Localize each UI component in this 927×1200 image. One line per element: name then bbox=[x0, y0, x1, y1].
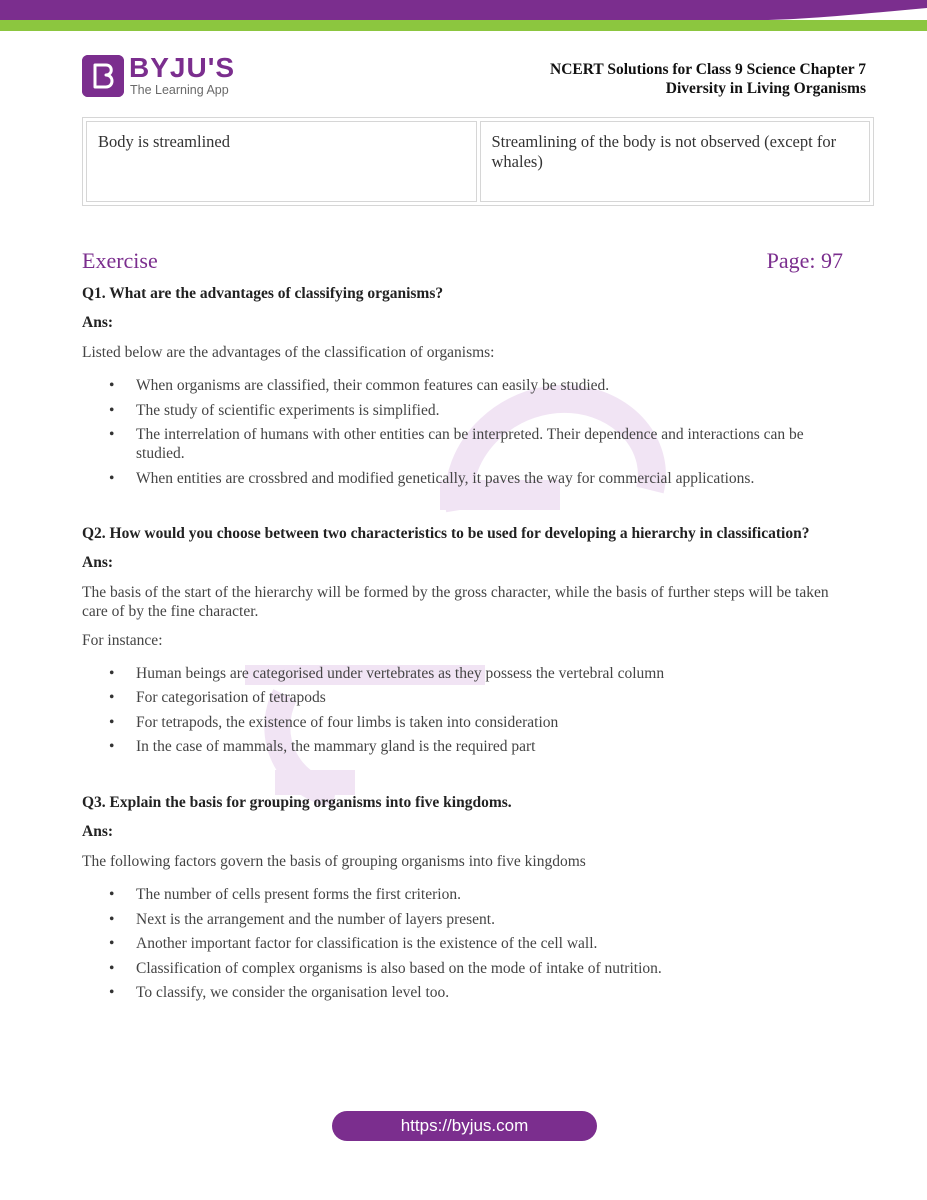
answer-intro: Listed below are the advantages of the classification of organisms: bbox=[82, 344, 495, 361]
answer-label: Ans: bbox=[82, 823, 114, 840]
logo-tagline: The Learning App bbox=[130, 83, 229, 97]
question-2 bbox=[82, 524, 852, 757]
question-1 bbox=[82, 284, 852, 488]
header-line-2: Diversity in Living Organisms bbox=[665, 80, 866, 97]
list-item: • The study of scientific experiments is simplified. bbox=[82, 401, 852, 420]
answer-paragraph: For instance: bbox=[82, 631, 163, 649]
list-item: • When entities are crossbred and modified genetically, it paves the way for commercial applications. bbox=[82, 469, 852, 488]
list-item: • In the case of mammals, the mammary gland is the required part bbox=[82, 737, 852, 756]
table-cell-left: Body is streamlined bbox=[86, 121, 477, 202]
list-item: • When organisms are classified, their common features can easily be studied. bbox=[82, 376, 852, 395]
list-item: • Classification of complex organisms is also based on the mode of intake of nutrition. bbox=[82, 959, 852, 978]
list-item: • Human beings are categorised under vertebrates as they possess the vertebral column bbox=[82, 664, 852, 683]
exercise-page-number: Page: 97 bbox=[766, 248, 843, 273]
logo-wordmark: BYJU'S bbox=[129, 52, 236, 83]
answer-label: Ans: bbox=[82, 314, 114, 331]
answer-intro: The following factors govern the basis of grouping organisms into five kingdoms bbox=[82, 853, 586, 870]
list-item: • The number of cells present forms the first criterion. bbox=[82, 885, 852, 904]
list-item: • Next is the arrangement and the number of layers present. bbox=[82, 910, 852, 929]
document-header bbox=[550, 60, 866, 98]
logo-mark-icon bbox=[82, 55, 124, 97]
top-decorative-band bbox=[0, 0, 927, 34]
answer-label: Ans: bbox=[82, 553, 114, 571]
list-item: • To classify, we consider the organisation level too. bbox=[82, 983, 852, 1002]
table-cell-right: Streamlining of the body is not observed (except for whales) bbox=[480, 121, 871, 202]
question-2-text: Q2. How would you choose between two characteristics to be used for developing a hierarchy in classification? bbox=[82, 524, 810, 542]
bullet-list bbox=[82, 664, 852, 757]
bullet-list bbox=[82, 376, 852, 488]
list-item: • For tetrapods, the existence of four limbs is taken into consideration bbox=[82, 713, 852, 732]
list-item: • For categorisation of tetrapods bbox=[82, 688, 852, 707]
page-content bbox=[82, 284, 852, 1008]
comparison-table bbox=[82, 117, 874, 206]
question-3-text: Q3. Explain the basis for grouping organisms into five kingdoms. bbox=[82, 794, 512, 811]
answer-paragraph: The basis of the start of the hierarchy will be formed by the gross character, while the basis of further steps will be taken care of by the fine character. bbox=[82, 583, 829, 620]
byjus-logo bbox=[82, 53, 242, 101]
question-3 bbox=[82, 793, 852, 1002]
footer-url-link[interactable]: https://byjus.com bbox=[332, 1111, 597, 1141]
exercise-title: Exercise bbox=[82, 248, 158, 273]
list-item: • The interrelation of humans with other entities can be interpreted. Their dependence and interactions can be studied. bbox=[82, 425, 852, 463]
header-line-1: NCERT Solutions for Class 9 Science Chapter 7 bbox=[550, 61, 866, 78]
bullet-list bbox=[82, 885, 852, 1002]
question-1-text: Q1. What are the advantages of classifying organisms? bbox=[82, 285, 444, 302]
list-item: • Another important factor for classification is the existence of the cell wall. bbox=[82, 934, 852, 953]
